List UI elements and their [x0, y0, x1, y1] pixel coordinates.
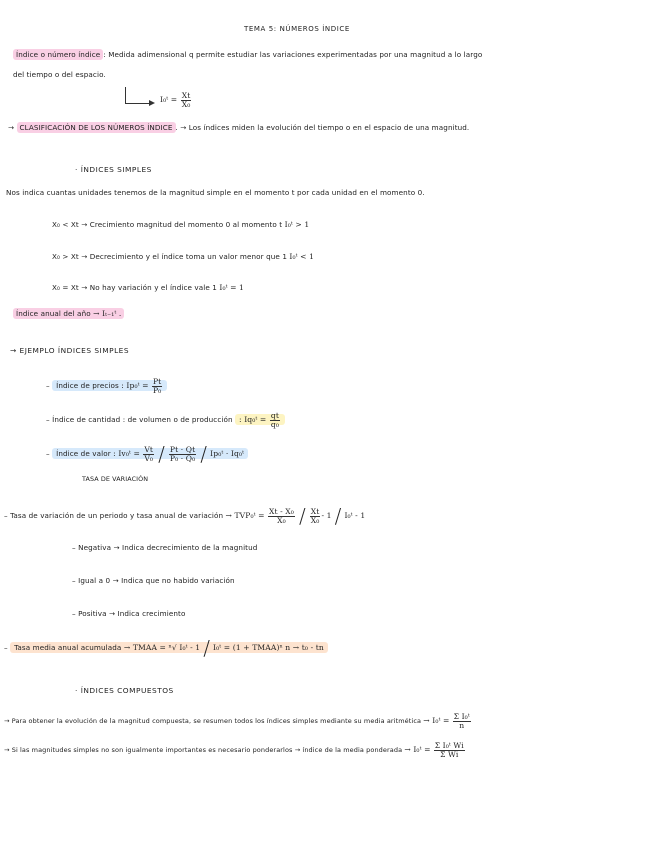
slash-divider: /	[158, 442, 165, 467]
tmaa-label: Tasa media anual acumulada	[14, 643, 122, 652]
compound-indices-heading: · ÍNDICES COMPUESTOS	[75, 686, 174, 695]
compound-text-2: → Si las magnitudes simples no son igualmente importantes es necesario ponderarlos → índice de la media ponderada	[4, 746, 403, 755]
prices-index-highlight	[52, 377, 167, 395]
case-result: I₀ᵗ > 1	[284, 220, 310, 229]
variation-fraction-2	[310, 508, 321, 524]
formula-fraction	[181, 92, 192, 108]
variation-item-label: Negativa	[78, 543, 112, 552]
quantity-formula	[235, 411, 285, 429]
compound-fraction-2	[434, 742, 465, 758]
value-formula-lhs: : Iv₀ᵗ =	[113, 449, 140, 459]
case-decline	[52, 252, 314, 261]
definition-text-2: del tiempo o del espacio.	[13, 70, 106, 79]
case-condition: X₀ < Xt	[52, 220, 79, 229]
fraction-denominator: q₀	[270, 419, 279, 429]
variation-item-text: → Indica que no habido variación	[112, 576, 235, 585]
tmaa-highlight	[10, 636, 328, 660]
variation-item-label: Igual a 0	[78, 576, 111, 585]
slash-divider: /	[298, 504, 306, 529]
case-text: → Crecimiento magnitud del momento 0 al momento t	[81, 220, 283, 229]
fraction-numerator: Σ I₀ᵗ Wi	[434, 741, 464, 750]
variation-fraction-1	[268, 508, 295, 524]
case-text: → Decrecimiento y el índice toma un valor menor que 1	[81, 252, 288, 261]
compound-fraction-1	[453, 713, 471, 729]
tmaa-line: – Tasa media anual acumulada → TMAA = ⁿ√ I₀ᵗ - 1 / I₀ᵗ = (1 + TMAA)ⁿ n → t₀ - tn	[4, 643, 328, 653]
classification-label: CLASIFICACIÓN DE LOS NÚMEROS ÍNDICE	[17, 122, 176, 133]
simple-indices-text: Nos indica cuantas unidades tenemos de la magnitud simple en el momento t por cada unidad en el momento 0.	[6, 188, 425, 197]
variation-item-label: Positiva	[78, 609, 107, 618]
variation-item-negative: – Negativa → Indica decrecimiento de la magnitud	[72, 543, 258, 552]
slash-divider: /	[200, 442, 208, 467]
arrow-icon: →	[8, 123, 15, 132]
value-fraction-2	[169, 446, 196, 462]
classification-line	[8, 123, 469, 132]
definition-text: : Medida adimensional q permite estudiar las variaciones experimentadas por una magnitud a lo largo	[103, 50, 483, 59]
fraction-numerator: Pt	[152, 377, 162, 386]
fraction-numerator: Vt	[144, 445, 154, 454]
tmaa-formula-tail: n → t₀ - tn	[285, 643, 324, 652]
variation-item-text: → Indica crecimiento	[108, 609, 186, 618]
fraction-numerator: Σ I₀ᵗ	[453, 712, 470, 721]
definition-line	[13, 50, 482, 59]
compound-line-1	[4, 713, 472, 729]
fraction-denominator: X₀	[277, 515, 286, 525]
case-text: → No hay variación y el índice vale 1	[81, 283, 217, 292]
fraction-denominator: Σ Wi	[440, 749, 459, 759]
variation-rate-label: Tasa de variación de un periodo y tasa anual de variación	[10, 511, 224, 521]
fraction-denominator: n	[459, 720, 465, 730]
arrow-head-icon	[149, 100, 155, 106]
fraction-numerator: Xt	[181, 91, 191, 100]
variation-rate-heading: TASA DE VARIACIÓN	[82, 475, 149, 483]
slash-divider: /	[203, 636, 211, 660]
quantity-index-label: Índice de cantidad : de volumen o de producción	[52, 415, 233, 425]
prices-fraction	[152, 378, 162, 394]
simple-indices-heading: · ÍNDICES SIMPLES	[75, 165, 152, 174]
quantity-formula-lhs: : Iq₀ᵗ =	[239, 415, 267, 425]
annual-index-highlight	[13, 308, 124, 319]
case-condition: X₀ > Xt	[52, 252, 79, 261]
variation-formula-tail: I₀ᵗ - 1	[344, 511, 366, 521]
case-result: I₀ᵗ = 1	[219, 283, 244, 292]
fraction-denominator: X₀	[310, 515, 320, 525]
variation-item-positive: – Positiva → Indica crecimiento	[72, 609, 186, 618]
annual-index-label: Índice anual del año	[16, 309, 91, 318]
prices-formula-lhs: : Ip₀ᵗ =	[121, 381, 149, 391]
value-formula-tail: Ip₀ᵗ · Iq₀ᵗ	[210, 449, 245, 459]
compound-text-1: → Para obtener la evolución de la magnitud compuesta, se resumen todos los índices simples mediante su media aritmética	[4, 717, 422, 726]
page-title: TEMA 5: NÚMEROS ÍNDICE	[244, 25, 350, 33]
tmaa-formula: → TMAA = ⁿ√ I₀ᵗ - 1	[123, 643, 201, 652]
tmaa-formula-2: I₀ᵗ = (1 + TMAA)ⁿ	[213, 643, 283, 652]
variation-rate-line: – Tasa de variación de un periodo y tasa anual de variación → TVP₀ᵗ = $\frac{\text{Xt - X₀}}{\text{X₀}}$ / $\frac{Xt}{\text{X₀}}$ - 1 / I₀ᵗ - 1	[4, 504, 366, 529]
fraction-denominator: P₀	[152, 385, 162, 395]
fraction-numerator: Xt - X₀	[268, 507, 294, 516]
examples-heading: → EJEMPLO ÍNDICES SIMPLES	[10, 346, 130, 355]
fraction-denominator: X₀	[181, 99, 191, 109]
slash-divider: /	[334, 504, 342, 529]
value-fraction-1	[143, 446, 154, 462]
case-growth	[52, 220, 309, 229]
variation-formula-lhs: → TVP₀ᵗ =	[225, 511, 265, 521]
classification-text: . → Los índices miden la evolución del tiempo o en el espacio de una magnitud.	[175, 123, 470, 132]
variation-item-zero: – Igual a 0 → Indica que no habido variación	[72, 576, 235, 585]
compound-formula-1-lhs: → I₀ᵗ =	[423, 716, 450, 726]
prices-index-line: – Índice de precios : Ip₀ᵗ = $\frac{Pt}{\text{P₀}}$	[46, 378, 167, 394]
formula-lhs: I₀ᵗ =	[160, 95, 178, 105]
definition-term: Índice o número índice	[13, 49, 103, 60]
annual-index-formula: → Iₜ₋₁ᵗ .	[93, 309, 122, 318]
definition-formula	[160, 92, 192, 108]
fraction-denominator: V₀	[144, 453, 154, 463]
quantity-fraction	[270, 412, 280, 428]
fraction-numerator: Xt	[310, 507, 320, 516]
case-result: I₀ᵗ < 1	[289, 252, 315, 261]
compound-line-2	[4, 742, 466, 758]
compound-formula-2-lhs: → I₀ᵗ =	[404, 745, 431, 755]
value-index-highlight	[52, 442, 248, 467]
case-condition: X₀ = Xt	[52, 283, 79, 292]
fraction-numerator: qt	[270, 411, 279, 420]
annual-index-line	[13, 309, 124, 318]
value-index-line: – Índice de valor : Iv₀ᵗ = $\frac{Vt}{\text{V₀}}$ / $\frac{Pt \cdot Qt}{\text{P₀ · Q₀}}$ / Ip₀ᵗ · Iq₀ᵗ	[46, 446, 248, 462]
fraction-denominator: P₀ · Q₀	[169, 453, 196, 463]
value-index-label: Índice de valor	[56, 449, 111, 459]
prices-index-label: Índice de precios	[56, 381, 119, 391]
arrow-connector-icon	[125, 87, 150, 104]
variation-formula-minus-one: - 1	[321, 511, 332, 521]
fraction-numerator: Pt · Qt	[169, 445, 196, 454]
variation-item-text: → Indica decrecimiento de la magnitud	[113, 543, 258, 552]
quantity-index-line: – Índice de cantidad : de volumen o de producción : Iq₀ᵗ = $\frac{qt}{\text{q₀}}$	[46, 412, 285, 428]
case-equal	[52, 283, 244, 292]
